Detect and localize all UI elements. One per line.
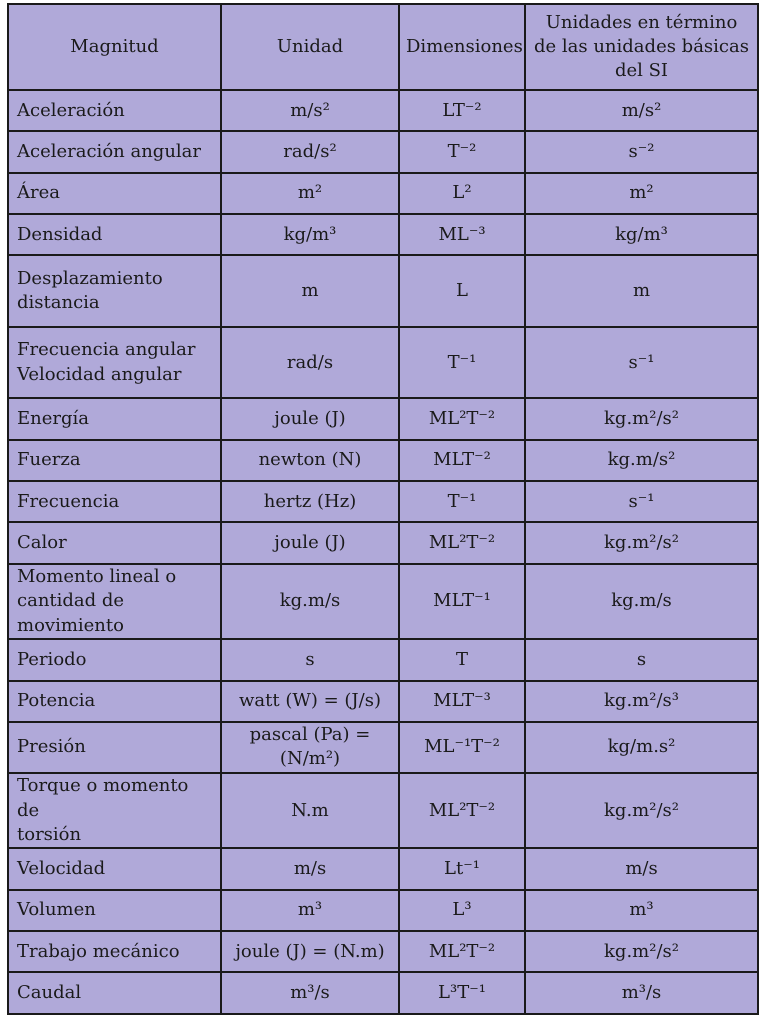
cell-si-units: m/s²	[525, 90, 758, 131]
cell-unidad: m³	[221, 890, 399, 931]
cell-magnitud: Periodo	[8, 639, 221, 680]
cell-magnitud: Energía	[8, 398, 221, 439]
cell-dimensiones: MLT⁻²	[399, 440, 525, 481]
table-row	[8, 327, 758, 399]
table-row	[8, 173, 758, 214]
cell-dimensiones: Lt⁻¹	[399, 848, 525, 889]
table-row	[8, 639, 758, 680]
cell-si-units: kg.m²/s²	[525, 522, 758, 563]
table-row	[8, 214, 758, 255]
cell-magnitud: Presión	[8, 722, 221, 773]
cell-unidad: pascal (Pa) = (N/m²)	[221, 722, 399, 773]
cell-unidad: hertz (Hz)	[221, 481, 399, 522]
cell-si-units: s⁻¹	[525, 481, 758, 522]
table-row	[8, 522, 758, 563]
table-row	[8, 440, 758, 481]
cell-si-units: kg/m.s²	[525, 722, 758, 773]
cell-unidad: watt (W) = (J/s)	[221, 681, 399, 722]
cell-unidad: m/s	[221, 848, 399, 889]
cell-dimensiones: L	[399, 255, 525, 327]
cell-unidad: m³/s	[221, 972, 399, 1014]
cell-unidad: m²	[221, 173, 399, 214]
cell-magnitud: Aceleración angular	[8, 131, 221, 172]
cell-unidad: newton (N)	[221, 440, 399, 481]
cell-si-units: m/s	[525, 848, 758, 889]
header-dimensiones: Dimensiones	[399, 4, 525, 90]
table-row	[8, 931, 758, 972]
cell-unidad: kg.m/s	[221, 564, 399, 640]
cell-magnitud: Velocidad	[8, 848, 221, 889]
table-row	[8, 972, 758, 1014]
cell-dimensiones: T⁻¹	[399, 481, 525, 522]
cell-dimensiones: ML²T⁻²	[399, 931, 525, 972]
cell-si-units: kg.m²/s³	[525, 681, 758, 722]
cell-magnitud: Área	[8, 173, 221, 214]
table-row	[8, 848, 758, 889]
cell-si-units: kg/m³	[525, 214, 758, 255]
cell-dimensiones: L³	[399, 890, 525, 931]
table-row	[8, 255, 758, 327]
cell-magnitud: Momento lineal o cantidad de movimiento	[8, 564, 221, 640]
cell-unidad: joule (J) = (N.m)	[221, 931, 399, 972]
cell-magnitud: Frecuencia angular Velocidad angular	[8, 327, 221, 399]
cell-unidad: joule (J)	[221, 522, 399, 563]
cell-unidad: joule (J)	[221, 398, 399, 439]
cell-dimensiones: L²	[399, 173, 525, 214]
cell-dimensiones: LT⁻²	[399, 90, 525, 131]
table-row	[8, 90, 758, 131]
header-si-units: Unidades en término de las unidades básicas del SI	[525, 4, 758, 90]
cell-magnitud: Torque o momento de torsión	[8, 773, 221, 849]
cell-si-units: kg.m²/s²	[525, 773, 758, 849]
cell-magnitud: Trabajo mecánico	[8, 931, 221, 972]
table-row	[8, 722, 758, 773]
table-row	[8, 131, 758, 172]
cell-dimensiones: T⁻²	[399, 131, 525, 172]
cell-dimensiones: T	[399, 639, 525, 680]
cell-si-units: m²	[525, 173, 758, 214]
header-magnitud: Magnitud	[8, 4, 221, 90]
table-row	[8, 773, 758, 849]
cell-magnitud: Aceleración	[8, 90, 221, 131]
cell-unidad: kg/m³	[221, 214, 399, 255]
table-row	[8, 681, 758, 722]
cell-magnitud: Frecuencia	[8, 481, 221, 522]
cell-si-units: m³/s	[525, 972, 758, 1014]
cell-si-units: kg.m/s²	[525, 440, 758, 481]
cell-unidad: m	[221, 255, 399, 327]
cell-dimensiones: L³T⁻¹	[399, 972, 525, 1014]
cell-dimensiones: T⁻¹	[399, 327, 525, 399]
cell-dimensiones: MLT⁻¹	[399, 564, 525, 640]
cell-dimensiones: ML⁻³	[399, 214, 525, 255]
cell-unidad: rad/s	[221, 327, 399, 399]
cell-si-units: m	[525, 255, 758, 327]
cell-magnitud: Volumen	[8, 890, 221, 931]
cell-magnitud: Fuerza	[8, 440, 221, 481]
cell-magnitud: Desplazamiento distancia	[8, 255, 221, 327]
cell-si-units: kg.m/s	[525, 564, 758, 640]
cell-magnitud: Calor	[8, 522, 221, 563]
cell-dimensiones: ML⁻¹T⁻²	[399, 722, 525, 773]
cell-magnitud: Densidad	[8, 214, 221, 255]
table-row	[8, 564, 758, 640]
cell-unidad: s	[221, 639, 399, 680]
header-row	[8, 4, 758, 90]
cell-si-units: s	[525, 639, 758, 680]
cell-si-units: kg.m²/s²	[525, 931, 758, 972]
units-table	[7, 3, 759, 1015]
header-unidad: Unidad	[221, 4, 399, 90]
cell-dimensiones: MLT⁻³	[399, 681, 525, 722]
cell-dimensiones: ML²T⁻²	[399, 398, 525, 439]
cell-si-units: m³	[525, 890, 758, 931]
cell-magnitud: Potencia	[8, 681, 221, 722]
cell-si-units: s⁻¹	[525, 327, 758, 399]
cell-dimensiones: ML²T⁻²	[399, 773, 525, 849]
cell-si-units: kg.m²/s²	[525, 398, 758, 439]
cell-unidad: rad/s²	[221, 131, 399, 172]
table-row	[8, 481, 758, 522]
cell-dimensiones: ML²T⁻²	[399, 522, 525, 563]
table-row	[8, 398, 758, 439]
cell-unidad: N.m	[221, 773, 399, 849]
table-row	[8, 890, 758, 931]
cell-magnitud: Caudal	[8, 972, 221, 1014]
cell-si-units: s⁻²	[525, 131, 758, 172]
cell-unidad: m/s²	[221, 90, 399, 131]
